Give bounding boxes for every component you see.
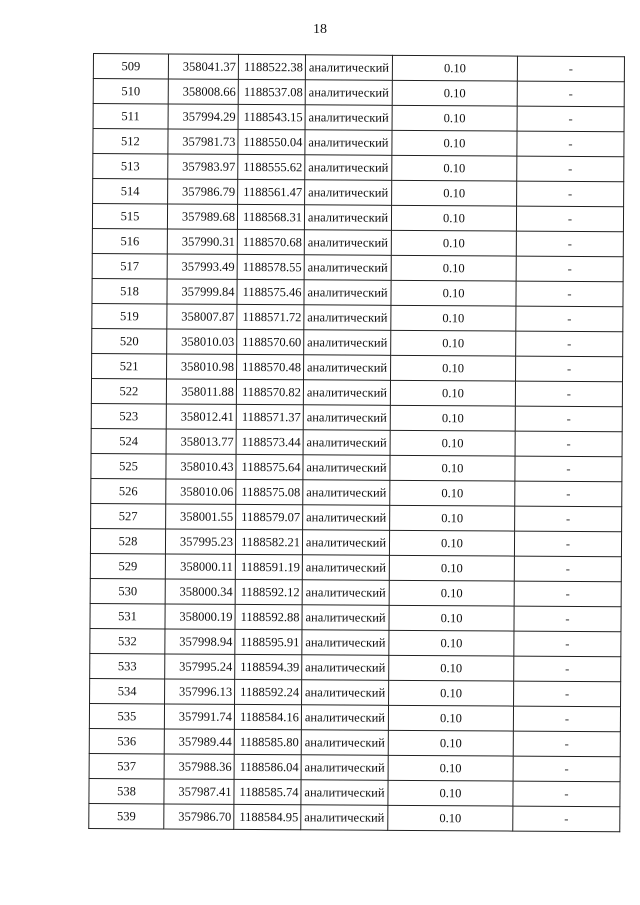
coordinate-x-cell: 357995.23 xyxy=(165,529,235,554)
coordinate-x-cell: 357994.29 xyxy=(168,104,238,129)
method-cell: аналитический xyxy=(304,330,391,356)
table-row xyxy=(89,803,620,831)
method-cell: аналитический xyxy=(302,655,389,681)
coordinate-y-cell: 1188537.08 xyxy=(238,79,305,104)
note-cell: - xyxy=(516,306,623,332)
note-cell: - xyxy=(513,781,620,807)
method-cell: аналитический xyxy=(302,555,389,581)
point-number-cell: 536 xyxy=(89,728,164,753)
method-cell: аналитический xyxy=(304,280,391,306)
accuracy-cell: 0.10 xyxy=(388,755,513,781)
coordinate-y-cell: 1188555.62 xyxy=(238,154,305,179)
table-row xyxy=(92,228,623,256)
note-cell: - xyxy=(515,481,622,507)
accuracy-cell: 0.10 xyxy=(389,555,514,581)
coordinate-y-cell: 1188595.91 xyxy=(235,629,302,654)
note-cell: - xyxy=(513,806,620,832)
coordinate-y-cell: 1188584.16 xyxy=(234,704,301,729)
coordinate-y-cell: 1188592.88 xyxy=(235,604,302,629)
point-number-cell: 522 xyxy=(91,378,166,403)
point-number-cell: 525 xyxy=(91,453,166,478)
accuracy-cell: 0.10 xyxy=(392,180,517,206)
method-cell: аналитический xyxy=(305,105,392,131)
coordinate-y-cell: 1188570.68 xyxy=(237,229,304,254)
coordinate-x-cell: 358000.11 xyxy=(165,554,235,579)
coordinate-x-cell: 357989.68 xyxy=(167,204,237,229)
coordinate-x-cell: 357991.74 xyxy=(164,704,234,729)
coordinate-y-cell: 1188578.55 xyxy=(237,254,304,279)
table-row xyxy=(89,778,620,806)
point-number-cell: 539 xyxy=(89,803,164,828)
coordinate-y-cell: 1188575.64 xyxy=(236,454,303,479)
table-row xyxy=(93,79,624,107)
table-row xyxy=(91,403,622,431)
method-cell: аналитический xyxy=(302,680,389,706)
accuracy-cell: 0.10 xyxy=(392,155,517,181)
table-row xyxy=(92,278,623,306)
table-row xyxy=(90,678,621,706)
note-cell: - xyxy=(515,381,622,407)
table-row xyxy=(93,154,624,182)
coordinate-x-cell: 357986.70 xyxy=(164,804,234,829)
point-number-cell: 523 xyxy=(91,403,166,428)
point-number-cell: 514 xyxy=(93,179,168,204)
accuracy-cell: 0.10 xyxy=(390,480,515,506)
coordinate-y-cell: 1188570.60 xyxy=(237,329,304,354)
point-number-cell: 518 xyxy=(92,278,167,303)
coordinate-x-cell: 357990.31 xyxy=(167,229,237,254)
accuracy-cell: 0.10 xyxy=(390,505,515,531)
accuracy-cell: 0.10 xyxy=(389,530,514,556)
point-number-cell: 509 xyxy=(93,54,168,79)
table-row xyxy=(91,378,622,406)
note-cell: - xyxy=(514,531,621,557)
coordinate-y-cell: 1188543.15 xyxy=(238,104,305,129)
method-cell: аналитический xyxy=(305,130,392,156)
accuracy-cell: 0.10 xyxy=(391,355,516,381)
point-number-cell: 524 xyxy=(91,428,166,453)
table-row xyxy=(92,303,623,331)
accuracy-cell: 0.10 xyxy=(391,255,516,281)
point-number-cell: 535 xyxy=(89,703,164,728)
method-cell: аналитический xyxy=(302,605,389,631)
accuracy-cell: 0.10 xyxy=(388,780,513,806)
coordinate-x-cell: 357996.13 xyxy=(165,679,235,704)
note-cell: - xyxy=(517,106,624,132)
accuracy-cell: 0.10 xyxy=(390,380,515,406)
accuracy-cell: 0.10 xyxy=(392,80,517,106)
method-cell: аналитический xyxy=(305,80,392,106)
coordinate-x-cell: 358001.55 xyxy=(166,504,236,529)
point-number-cell: 527 xyxy=(91,503,166,528)
method-cell: аналитический xyxy=(301,805,388,831)
coordinate-x-cell: 358010.03 xyxy=(167,329,237,354)
coordinate-y-cell: 1188570.48 xyxy=(237,354,304,379)
coordinate-x-cell: 357987.41 xyxy=(164,779,234,804)
coordinate-x-cell: 358010.98 xyxy=(167,354,237,379)
point-number-cell: 529 xyxy=(90,553,165,578)
note-cell: - xyxy=(517,156,624,182)
coordinates-table-body xyxy=(89,54,625,832)
method-cell: аналитический xyxy=(301,780,388,806)
page-number: 18 xyxy=(313,22,327,37)
note-cell: - xyxy=(516,331,623,357)
coordinate-x-cell: 358041.37 xyxy=(168,54,238,79)
point-number-cell: 519 xyxy=(92,303,167,328)
coordinate-y-cell: 1188592.24 xyxy=(235,679,302,704)
accuracy-cell: 0.10 xyxy=(389,655,514,681)
point-number-cell: 534 xyxy=(90,678,165,703)
table-row xyxy=(91,503,622,531)
coordinate-y-cell: 1188573.44 xyxy=(236,429,303,454)
method-cell: аналитический xyxy=(302,530,389,556)
coordinate-x-cell: 358000.19 xyxy=(165,604,235,629)
accuracy-cell: 0.10 xyxy=(388,730,513,756)
coordinate-y-cell: 1188582.21 xyxy=(235,529,302,554)
point-number-cell: 532 xyxy=(90,628,165,653)
table-row xyxy=(93,179,624,207)
method-cell: аналитический xyxy=(302,580,389,606)
accuracy-cell: 0.10 xyxy=(391,330,516,356)
table-row xyxy=(91,428,622,456)
coordinate-x-cell: 358013.77 xyxy=(166,429,236,454)
coordinate-y-cell: 1188575.08 xyxy=(236,479,303,504)
method-cell: аналитический xyxy=(304,205,391,231)
coordinate-y-cell: 1188591.19 xyxy=(235,554,302,579)
note-cell: - xyxy=(514,631,621,657)
point-number-cell: 531 xyxy=(90,603,165,628)
point-number-cell: 512 xyxy=(93,129,168,154)
accuracy-cell: 0.10 xyxy=(388,705,513,731)
note-cell: - xyxy=(517,56,624,82)
method-cell: аналитический xyxy=(302,630,389,656)
accuracy-cell: 0.10 xyxy=(389,580,514,606)
note-cell: - xyxy=(516,356,623,382)
method-cell: аналитический xyxy=(305,55,392,81)
coordinate-x-cell: 358008.66 xyxy=(168,79,238,104)
note-cell: - xyxy=(516,281,623,307)
table-row xyxy=(92,353,623,381)
accuracy-cell: 0.10 xyxy=(391,305,516,331)
table-row xyxy=(90,628,621,656)
point-number-cell: 530 xyxy=(90,578,165,603)
coordinate-y-cell: 1188594.39 xyxy=(235,654,302,679)
note-cell: - xyxy=(516,231,623,257)
coordinate-y-cell: 1188585.74 xyxy=(234,779,301,804)
method-cell: аналитический xyxy=(303,405,390,431)
table-row xyxy=(89,728,620,756)
note-cell: - xyxy=(516,206,623,232)
point-number-cell: 528 xyxy=(90,528,165,553)
point-number-cell: 520 xyxy=(92,328,167,353)
table-row xyxy=(93,54,624,82)
coordinate-x-cell: 357986.79 xyxy=(168,179,238,204)
coordinate-y-cell: 1188592.12 xyxy=(235,579,302,604)
note-cell: - xyxy=(517,181,624,207)
coordinate-y-cell: 1188570.82 xyxy=(236,379,303,404)
accuracy-cell: 0.10 xyxy=(391,230,516,256)
accuracy-cell: 0.10 xyxy=(391,280,516,306)
method-cell: аналитический xyxy=(304,305,391,331)
accuracy-cell: 0.10 xyxy=(389,605,514,631)
table-row xyxy=(93,129,624,157)
accuracy-cell: 0.10 xyxy=(390,455,515,481)
point-number-cell: 515 xyxy=(92,204,167,229)
accuracy-cell: 0.10 xyxy=(390,430,515,456)
method-cell: аналитический xyxy=(301,705,388,731)
point-number-cell: 516 xyxy=(92,228,167,253)
note-cell: - xyxy=(516,256,623,282)
note-cell: - xyxy=(514,556,621,582)
note-cell: - xyxy=(515,456,622,482)
point-number-cell: 521 xyxy=(92,353,167,378)
accuracy-cell: 0.10 xyxy=(389,680,514,706)
method-cell: аналитический xyxy=(304,255,391,281)
coordinate-x-cell: 358007.87 xyxy=(167,304,237,329)
method-cell: аналитический xyxy=(305,155,392,181)
coordinate-y-cell: 1188579.07 xyxy=(236,504,303,529)
note-cell: - xyxy=(514,656,621,682)
note-cell: - xyxy=(517,131,624,157)
coordinate-y-cell: 1188585.80 xyxy=(234,729,301,754)
coordinate-y-cell: 1188568.31 xyxy=(237,204,304,229)
coordinate-x-cell: 357998.94 xyxy=(165,629,235,654)
coordinate-x-cell: 358010.43 xyxy=(166,454,236,479)
table-row xyxy=(91,453,622,481)
point-number-cell: 517 xyxy=(92,253,167,278)
point-number-cell: 513 xyxy=(93,154,168,179)
point-number-cell: 537 xyxy=(89,753,164,778)
method-cell: аналитический xyxy=(303,430,390,456)
coordinate-x-cell: 358010.06 xyxy=(166,479,236,504)
note-cell: - xyxy=(514,681,621,707)
accuracy-cell: 0.10 xyxy=(392,130,517,156)
note-cell: - xyxy=(514,581,621,607)
table-row xyxy=(93,104,624,132)
table-row xyxy=(92,328,623,356)
note-cell: - xyxy=(513,731,620,757)
point-number-cell: 526 xyxy=(91,478,166,503)
note-cell: - xyxy=(514,606,621,632)
method-cell: аналитический xyxy=(301,730,388,756)
accuracy-cell: 0.10 xyxy=(392,55,517,81)
accuracy-cell: 0.10 xyxy=(391,205,516,231)
coordinate-y-cell: 1188586.04 xyxy=(234,754,301,779)
accuracy-cell: 0.10 xyxy=(390,405,515,431)
method-cell: аналитический xyxy=(305,180,392,206)
point-number-cell: 533 xyxy=(90,653,165,678)
accuracy-cell: 0.10 xyxy=(392,105,517,131)
point-number-cell: 538 xyxy=(89,778,164,803)
coordinate-y-cell: 1188571.37 xyxy=(236,404,303,429)
coordinate-x-cell: 357988.36 xyxy=(164,754,234,779)
table-row xyxy=(89,703,620,731)
coordinate-x-cell: 357993.49 xyxy=(167,254,237,279)
method-cell: аналитический xyxy=(301,755,388,781)
table-row xyxy=(91,478,622,506)
coordinate-x-cell: 357999.84 xyxy=(167,279,237,304)
method-cell: аналитический xyxy=(304,355,391,381)
coordinate-y-cell: 1188571.72 xyxy=(237,304,304,329)
coordinate-y-cell: 1188575.46 xyxy=(237,279,304,304)
coordinate-x-cell: 357981.73 xyxy=(168,129,238,154)
method-cell: аналитический xyxy=(303,455,390,481)
table-row xyxy=(90,528,621,556)
table-row xyxy=(90,578,621,606)
coordinate-x-cell: 358012.41 xyxy=(166,404,236,429)
method-cell: аналитический xyxy=(303,505,390,531)
table-row xyxy=(92,204,623,232)
table-row xyxy=(90,653,621,681)
point-number-cell: 511 xyxy=(93,104,168,129)
note-cell: - xyxy=(515,431,622,457)
coordinate-y-cell: 1188584.95 xyxy=(234,804,301,829)
accuracy-cell: 0.10 xyxy=(389,630,514,656)
coordinates-table xyxy=(88,53,625,832)
table-row xyxy=(92,253,623,281)
coordinate-x-cell: 358000.34 xyxy=(165,579,235,604)
coordinate-y-cell: 1188550.04 xyxy=(238,129,305,154)
note-cell: - xyxy=(515,506,622,532)
coordinate-y-cell: 1188561.47 xyxy=(238,179,305,204)
method-cell: аналитический xyxy=(304,230,391,256)
table-row xyxy=(90,603,621,631)
accuracy-cell: 0.10 xyxy=(388,805,513,831)
coordinate-y-cell: 1188522.38 xyxy=(238,54,305,79)
method-cell: аналитический xyxy=(303,480,390,506)
coordinate-x-cell: 357989.44 xyxy=(164,729,234,754)
coordinate-x-cell: 358011.88 xyxy=(166,379,236,404)
point-number-cell: 510 xyxy=(93,79,168,104)
method-cell: аналитический xyxy=(303,380,390,406)
note-cell: - xyxy=(515,406,622,432)
note-cell: - xyxy=(517,81,624,107)
table-row xyxy=(90,553,621,581)
note-cell: - xyxy=(513,756,620,782)
note-cell: - xyxy=(513,706,620,732)
coordinate-x-cell: 357995.24 xyxy=(165,654,235,679)
table-row xyxy=(89,753,620,781)
coordinate-x-cell: 357983.97 xyxy=(168,154,238,179)
